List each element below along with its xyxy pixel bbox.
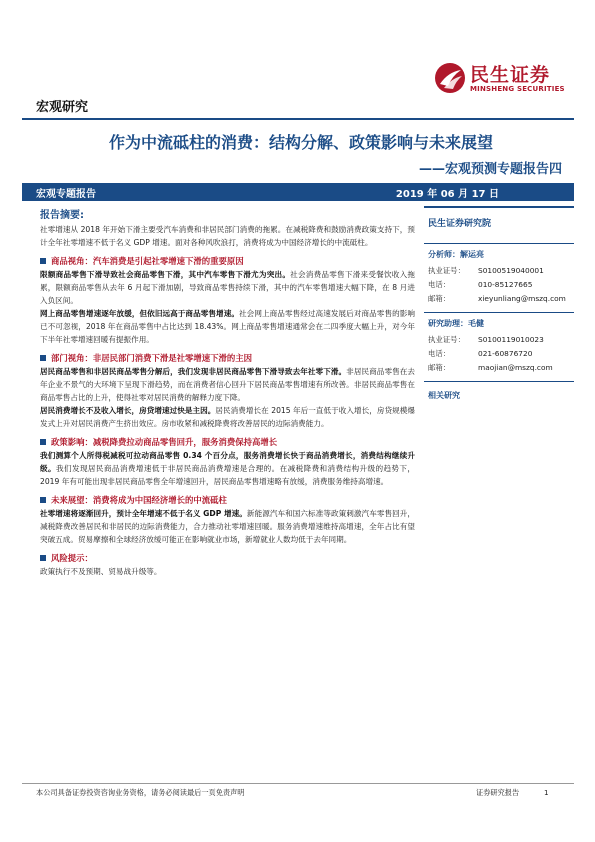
assistant-heading: 研究助理：毛健 (428, 319, 484, 328)
assistant-license: 执业证号： S0100119010023 (428, 335, 544, 344)
section-heading: 部门视角：非居民部门消费下滑是社零增速下滑的主因 (40, 351, 415, 365)
header-divider (22, 118, 574, 120)
report-info-bar (22, 183, 574, 201)
section-heading: 商品视角：汽车消费是引起社零增速下滑的重要原因 (40, 254, 415, 268)
paragraph: 居民消费增长不及收入增长，房贷增速过快是主因。居民消费增长在 2015 年后一直低于收入增长，房贷规模爆发式上升对居民消费产生挤出效应。房市收紧和减税降费将改善居民的边际消费能力。 (40, 406, 415, 428)
footer-disclaimer: 本公司具备证券投资咨询业务资格，请务必阅读最后一页免责声明 (36, 788, 245, 797)
sidebar (424, 206, 574, 401)
section-heading: 风险提示： (40, 551, 415, 565)
report-date: 2019 年 06 月 17 日 (395, 189, 499, 200)
sidebar-divider (424, 381, 574, 382)
bullet-square-icon (40, 258, 46, 264)
sidebar-box (424, 206, 574, 401)
report-subtitle: ——宏观预测专题报告四 (418, 162, 562, 177)
assistant-phone: 电话： 021-60876720 (428, 349, 533, 358)
analyst-email: 邮箱： xieyunliang@mszq.com (428, 294, 566, 303)
sidebar-divider (424, 312, 574, 313)
bullet-square-icon (40, 355, 46, 361)
footer-doc-type: 证券研究报告 (476, 788, 520, 797)
paragraph: 社零增速将逐渐回升，预计全年增速不低于名义 GDP 增速。新能源汽车和国六标准等政策刺激汽车零售回升，减税降费改善居民和非居民的边际消费能力，合力推动社零增速回暖。服务消费增速维持高增速，全年占比有望突破五成。贸易摩擦和全球经济放缓可能正在影响就业市场，新增就业人数均低于去年同期。 (40, 509, 416, 544)
section-heading: 未来展望：消费将成为中国经济增长的中流砥柱 (40, 493, 415, 507)
paragraph: 限额商品零售下滑导致社会商品零售下滑，其中汽车零售下滑尤为突出。社会消费品零售下滑来受餐饮收入拖累，限额商品零售从去年 6 月起下滑加剧，导致商品零售持续下滑，其中的汽车零售增速大幅下降，在 8 月进入负区间。 (40, 270, 416, 305)
page-number: 1 (544, 788, 549, 797)
institute-name: 民生证券研究院 (428, 219, 492, 229)
related-research-heading: 相关研究 (428, 391, 460, 400)
paragraph: 网上商品零售增速逐年放缓，但依旧远高于商品零售增速。社会网上商品零售经过高速发展后对商品零售的影响已不可忽视，2018 年在商品零售中占比达到 18.43%。网上商品零售增速通常会在二四季度大幅上升，对今年下半年社零增速回暖有提振作用。 (40, 309, 416, 344)
footer-divider (22, 783, 574, 784)
analyst-phone: 电话： 010-85127665 (428, 280, 533, 289)
sidebar-divider (424, 243, 574, 244)
abstract-heading: 报告摘要: (40, 210, 84, 221)
report-type: 宏观专题报告 (36, 189, 96, 200)
assistant-email: 邮箱： maojian@mszq.com (428, 363, 553, 372)
bullet-square-icon (40, 555, 46, 561)
analyst-license: 执业证号： S0100519040001 (428, 266, 544, 275)
paragraph: 我们测算个人所得税减税可拉动商品零售 0.34 个百分点，服务消费增长快于商品消费增长，消费结构继续升级。我们发现居民商品消费增速低于非居民商品消费增速是合理的。在减税降费和消费结构升级的趋势下，2019 年有可能出现非居民商品零售全年增速回升，居民商品零售增速略有放缓，消费服务维持高增速。 (40, 451, 416, 486)
bullet-square-icon (40, 497, 46, 503)
brand-name-en: MINSHENG SECURITIES (470, 85, 565, 93)
abstract-intro: 社零增速从 2018 年开始下滑主要受汽车消费和非居民部门消费的拖累。在减税降费和鼓励消费政策支持下，预计全年社零增速不低于名义 GDP 增速。面对各种风吹浪打，消费将成为中国经济增长的中流砥柱。 (40, 225, 415, 247)
report-title: 作为中流砥柱的消费：结构分解、政策影响与未来展望 (108, 133, 493, 152)
brand-mark-icon (434, 62, 466, 94)
analyst-heading: 分析师：解运亮 (428, 250, 484, 259)
bullet-square-icon (40, 439, 46, 445)
abstract (40, 206, 415, 578)
report-section: 宏观研究 (36, 100, 89, 115)
paragraph: 居民商品零售和非居民商品零售分解后，我们发现非居民商品零售下滑导致去年社零下滑。非居民商品零售在去年企业不景气的大环境下呈现下滑趋势，而在消费者信心回升下居民商品零售增速有所改善。非居民商品零售在商品零售占比的上升，使得社零对居民消费的解释力度下降。 (40, 367, 415, 402)
paragraph: 政策执行不及预期、贸易战升级等。 (40, 567, 162, 576)
brand-logo (434, 58, 574, 98)
brand-name-cn: 民生证券 (470, 64, 551, 86)
section-heading: 政策影响：减税降费拉动商品零售回升，服务消费保持高增长 (40, 435, 415, 449)
